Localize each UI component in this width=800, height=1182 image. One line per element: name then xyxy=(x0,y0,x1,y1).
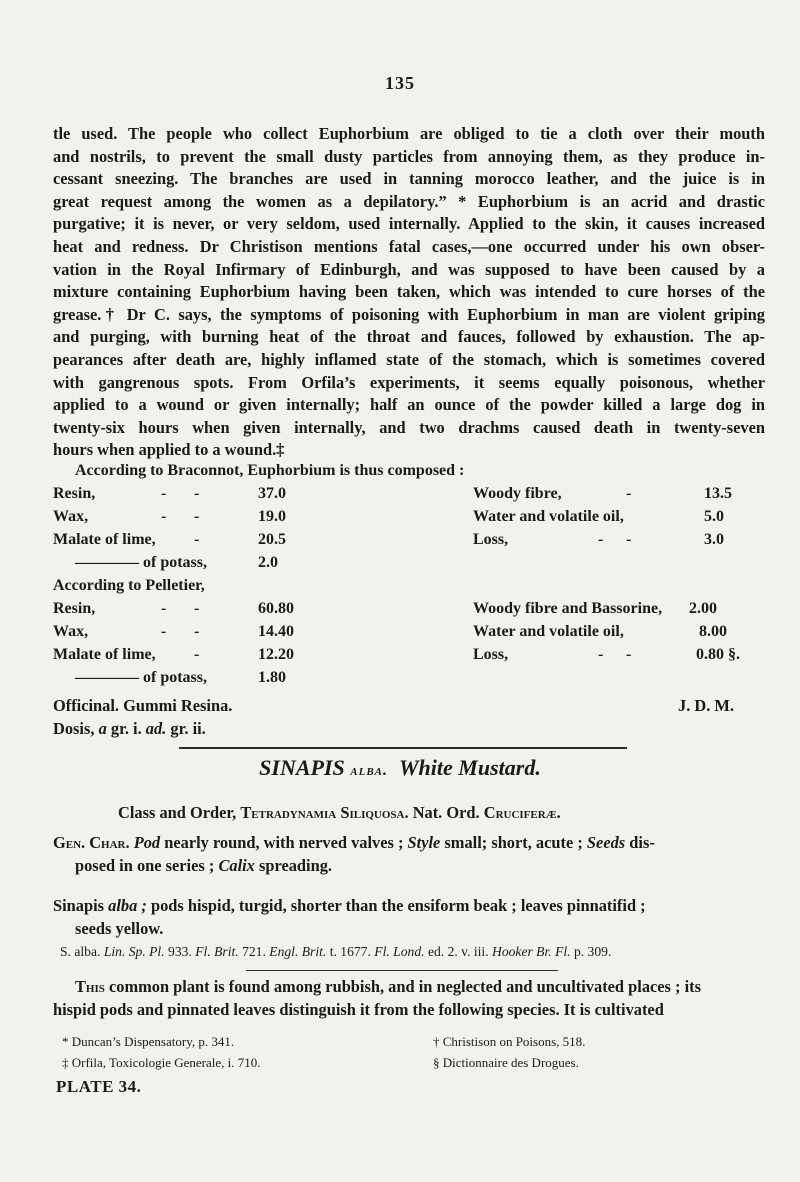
table-value: 19.0 xyxy=(258,508,286,525)
table-dash: - xyxy=(194,508,200,525)
footnote: ‡ Orfila, Toxicologie Generale, i. 710. xyxy=(62,1055,261,1070)
text-line: and nostrils, to prevent the small dusty particles from annoying them, as they produce in- xyxy=(53,146,765,166)
table-dash: - xyxy=(161,485,167,502)
section-divider xyxy=(179,747,627,749)
table-dash: - xyxy=(194,646,200,663)
gen-char-calix: Calix xyxy=(218,856,255,875)
gen-char-line-2 xyxy=(75,856,332,876)
table-dash: - xyxy=(194,600,200,617)
table-dash: - xyxy=(598,531,604,548)
text-line: with gangrenous spots. From Orfila’s experiments, it seems equally poisonous, whether xyxy=(53,372,765,392)
specific-char-line-2: seeds yellow. xyxy=(75,919,164,938)
short-divider xyxy=(246,970,558,971)
text-line: great request among the women as a depilatory.” * Euphorbium is an acrid and drastic xyxy=(53,191,765,211)
footnote: * Duncan’s Dispensatory, p. 341. xyxy=(62,1034,235,1049)
ref-part: Fl. Lond. xyxy=(374,944,425,959)
species-heading xyxy=(0,755,800,781)
table-label: Loss, xyxy=(473,646,509,663)
ref-part: Fl. Brit. xyxy=(195,944,239,959)
ref-part: Lin. Sp. Pl. xyxy=(103,944,165,959)
common-para-line-2: hispid pods and pinnated leaves distinguish it from the following species. It is cultivated xyxy=(53,1000,664,1019)
dosis-line xyxy=(53,719,206,739)
table-label: Wax, xyxy=(53,623,89,640)
table-label: Resin, xyxy=(53,485,96,502)
class-value: Tetradynamia Siliquosa. xyxy=(240,803,409,822)
table-dash: - xyxy=(194,531,200,548)
text-line: mixture containing Euphorbium having been taken, which was intended to cure horses of the xyxy=(53,282,765,302)
table-value: 2.0 xyxy=(258,554,278,571)
intro-paragraph xyxy=(53,123,765,462)
gen-char-seeds: Seeds xyxy=(586,833,626,852)
table-dash: - xyxy=(598,646,604,663)
common-name: White Mustard. xyxy=(399,755,541,780)
text-line: heat and redness. Dr Christison mentions fatal cases,—one occurred under his own obser- xyxy=(53,236,765,256)
specific-char-line-1 xyxy=(53,896,646,916)
plate-label: PLATE 34. xyxy=(56,1077,142,1096)
table-label: ———— of potass, xyxy=(75,669,208,686)
gen-char-style: Style xyxy=(407,833,441,852)
braconnot-heading: According to Braconnot, Euphorbium is thus composed : xyxy=(75,462,465,479)
references-line xyxy=(60,944,611,960)
table-value: 12.20 xyxy=(258,646,294,663)
dosis-a: a xyxy=(98,719,107,738)
table-label: Wax, xyxy=(53,508,89,525)
genus-name: SINAPIS xyxy=(259,755,345,780)
ref-part: 933. xyxy=(168,944,192,959)
dosis-mid: gr. i. xyxy=(110,719,142,738)
ref-part: Engl. Brit. xyxy=(269,944,327,959)
table-value: 8.00 xyxy=(699,623,727,640)
gen-char-line-1 xyxy=(53,833,655,853)
ord-prefix: Nat. Ord. xyxy=(412,803,480,822)
dosis-ad: ad. xyxy=(145,719,167,738)
footnote: † Christison on Poisons, 518. xyxy=(433,1034,586,1049)
species-epithet: alba. xyxy=(350,762,388,779)
table-dash: - xyxy=(161,600,167,617)
gen-char-text: spreading. xyxy=(258,856,333,875)
table-dash: - xyxy=(161,623,167,640)
ref-part: t. 1677. xyxy=(329,944,371,959)
common-para-line-1 xyxy=(75,977,701,997)
table-value: 37.0 xyxy=(258,485,286,502)
table-value: 60.80 xyxy=(258,600,294,617)
ref-part: 721. xyxy=(242,944,266,959)
table-value: 0.80 §. xyxy=(696,646,740,663)
table-dash: - xyxy=(626,485,632,502)
table-label: Woody fibre, xyxy=(473,485,562,502)
text-line: hours when applied to a wound.‡ xyxy=(53,440,285,460)
common-para-rest: common plant is found among rubbish, and in neglected and uncultivated places ; its xyxy=(109,977,701,996)
table-value: 5.0 xyxy=(704,508,724,525)
gen-char-pod: Pod xyxy=(133,833,161,852)
spec-text: pods hispid, turgid, shorter than the ensiform beak ; leaves pinnatifid ; xyxy=(150,896,646,915)
text-line: cessant sneezing. The branches are used in tanning morocco leather, and the juice is in xyxy=(53,169,765,189)
table-label: Woody fibre and Bassorine, xyxy=(473,600,663,617)
table-label: Malate of lime, xyxy=(53,531,156,548)
text-line: grease.† Dr C. says, the symptoms of poisoning with Euphorbium in man are violent griping xyxy=(53,304,765,324)
text-line: pearances after death are, highly inflamed state of the stomach, which is sometimes covered xyxy=(53,349,765,369)
table-dash: - xyxy=(194,485,200,502)
dosis-prefix: Dosis, xyxy=(53,719,95,738)
table-label: Loss, xyxy=(473,531,509,548)
text-line: and purging, with burning heat of the throat and fauces, followed by exhaustion. The ap- xyxy=(53,327,765,347)
text-line: twenty-six hours when given internally, and two drachms caused death in twenty-seven xyxy=(53,417,765,437)
table-label: Malate of lime, xyxy=(53,646,156,663)
footnote: § Dictionnaire des Drogues. xyxy=(433,1055,579,1070)
text-line: applied to a wound or given internally; half an ounce of the powder killed a large dog in xyxy=(53,395,765,415)
table-value: 14.40 xyxy=(258,623,294,640)
table-label: Resin, xyxy=(53,600,96,617)
text-line: purgative; it is never, or very seldom, used internally. Applied to the skin, it causes increased xyxy=(53,214,765,234)
table-dash: - xyxy=(161,508,167,525)
spec-alba: alba ; xyxy=(108,896,147,915)
gen-char-text: posed in one series ; xyxy=(75,856,215,875)
page-number: 135 xyxy=(385,73,415,93)
table-value: 20.5 xyxy=(258,531,286,548)
table-value: 13.5 xyxy=(704,485,732,502)
officinal-line: Officinal. Gummi Resina. xyxy=(53,696,233,715)
gen-char-text: small; short, acute ; xyxy=(444,833,583,852)
signature: J. D. M. xyxy=(678,696,734,715)
ord-value: Cruciferæ. xyxy=(483,803,561,822)
spec-name: Sinapis xyxy=(53,896,105,915)
table-dash: - xyxy=(626,646,632,663)
table-label: Water and volatile oil, xyxy=(473,508,624,525)
table-label: Water and volatile oil, xyxy=(473,623,624,640)
gen-char-text: dis- xyxy=(629,833,655,852)
table-value: 1.80 xyxy=(258,669,286,686)
table-dash: - xyxy=(194,623,200,640)
table-value: 2.00 xyxy=(689,600,717,617)
text-line: tle used. The people who collect Euphorbium are obliged to tie a cloth over their mouth xyxy=(53,124,765,143)
dosis-end: gr. ii. xyxy=(170,719,206,738)
class-order-line xyxy=(118,803,561,823)
gen-char-text: nearly round, with nerved valves ; xyxy=(164,833,404,852)
class-prefix: Class and Order, xyxy=(118,803,237,822)
pelletier-heading: According to Pelletier, xyxy=(53,577,205,594)
common-para-first: This xyxy=(75,977,105,996)
text-line: vation in the Royal Infirmary of Edinburgh, and was supposed to have been caused by a xyxy=(53,259,765,279)
table-dash: - xyxy=(626,531,632,548)
ref-part: Hooker Br. Fl. xyxy=(492,944,571,959)
ref-part: ed. 2. v. iii. xyxy=(427,944,489,959)
table-label: ———— of potass, xyxy=(75,554,208,571)
ref-part: p. 309. xyxy=(573,944,612,959)
table-value: 3.0 xyxy=(704,531,724,548)
ref-part: S. alba. xyxy=(60,944,101,959)
gen-char-label: Gen. Char. xyxy=(53,833,130,852)
